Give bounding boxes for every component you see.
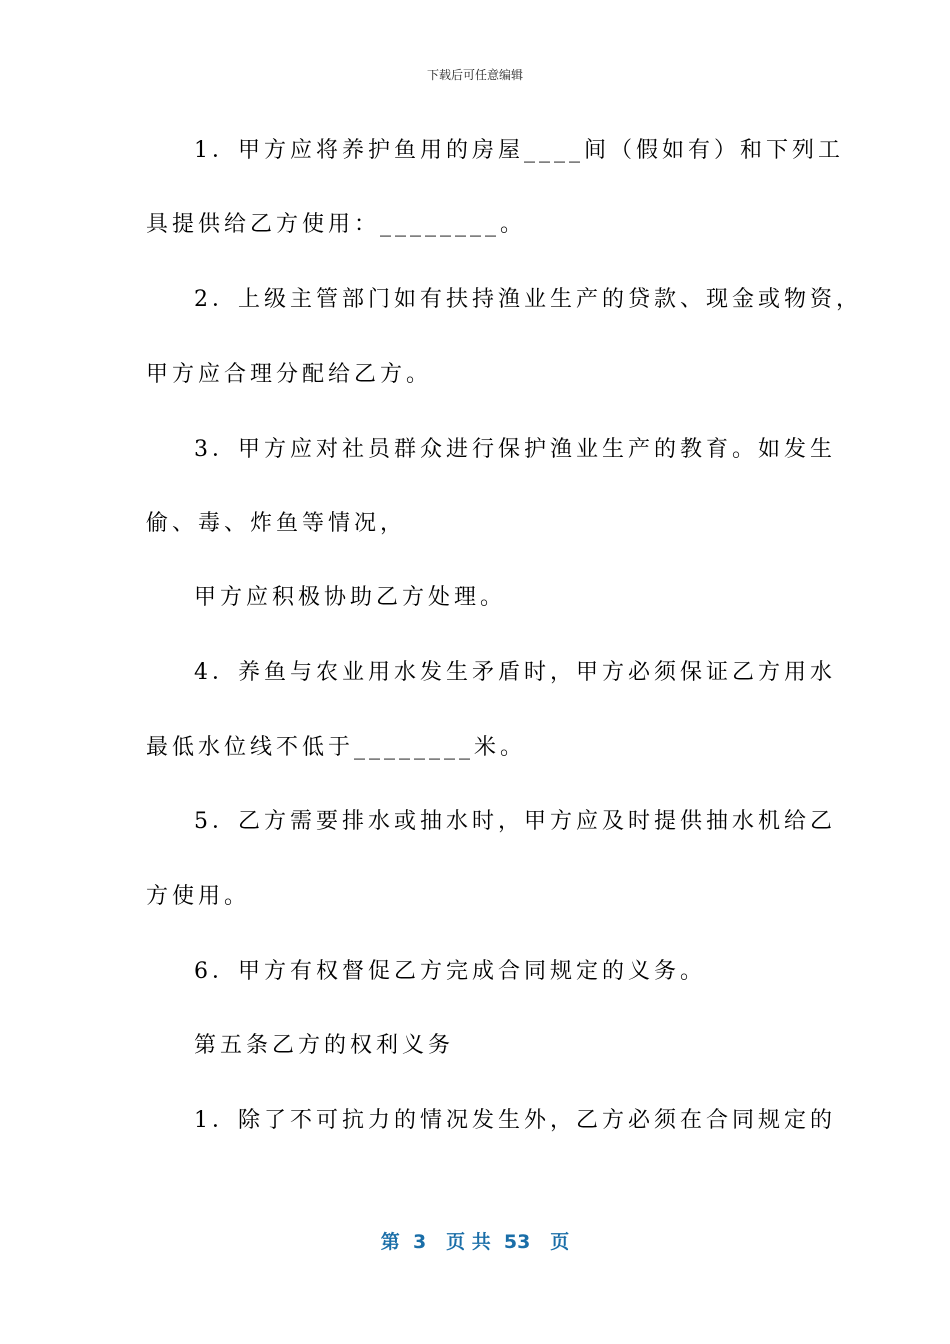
paragraph-line: 偷、毒、炸鱼等情况， <box>146 511 407 536</box>
header-note: 下载后可任意编辑 <box>426 68 523 82</box>
paragraph-line: 最低水位线不低于________米。 <box>146 735 527 760</box>
paragraph-line: 甲方应积极协助乙方处理。 <box>194 585 507 610</box>
paragraph-line: 2．上级主管部门如有扶持渔业生产的贷款、现金或物资， <box>194 287 862 312</box>
paragraph-line: 1．除了不可抗力的情况发生外，乙方必须在合同规定的 <box>194 1108 836 1133</box>
paragraph-line: 4．养鱼与农业用水发生矛盾时，甲方必须保证乙方用水 <box>194 660 836 685</box>
paragraph-line: 方使用。 <box>146 884 251 909</box>
paragraph-line: 具提供给乙方使用：________。 <box>146 212 527 237</box>
page-number-footer: 第 3 页 共 53 页 <box>380 1231 570 1253</box>
paragraph-line: 5．乙方需要排水或抽水时，甲方应及时提供抽水机给乙 <box>194 809 836 834</box>
paragraph-line: 3．甲方应对社员群众进行保护渔业生产的教育。如发生 <box>194 437 836 462</box>
paragraph-line: 甲方应合理分配给乙方。 <box>146 362 433 387</box>
paragraph-line: 6．甲方有权督促乙方完成合同规定的义务。 <box>194 959 706 984</box>
section-heading: 第五条乙方的权利义务 <box>194 1033 455 1058</box>
paragraph-line: 1．甲方应将养护鱼用的房屋____间（假如有）和下列工 <box>194 138 844 163</box>
